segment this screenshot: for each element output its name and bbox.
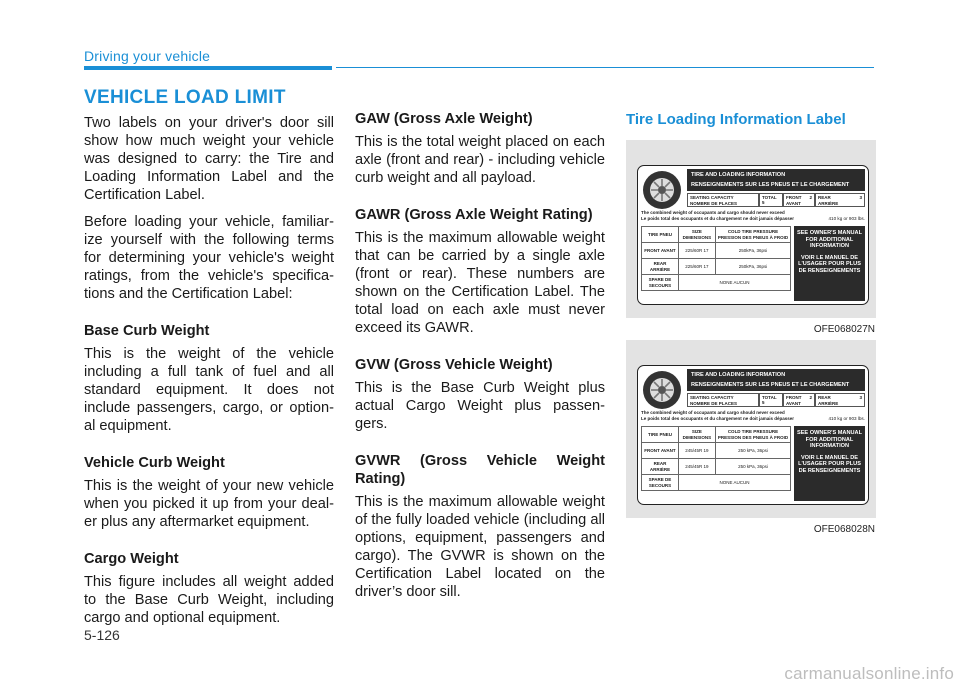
column-middle [355, 110, 605, 610]
page-number: 5-126 [84, 627, 120, 643]
row-size: 225/60R 17 [678, 243, 715, 259]
owners-fr: VOIR LE MANUEL DE L'USAGER POUR PLUS DE RENSEIGNEMENTS [798, 454, 861, 474]
tire-icon [641, 169, 683, 211]
term-body: This figure includes all weight added to the Base Curb Weight, including cargo and optional equipment. [84, 574, 334, 626]
col-tire: TIRE PNEU [642, 427, 679, 443]
row-size: NONE AUCUN [678, 475, 790, 491]
rear-count: 3 [859, 395, 862, 400]
term-body: This is the weight of your new vehicle when you picked it up from your deal-er plus any aftermarket equipment. [84, 478, 334, 530]
table-row [642, 259, 791, 275]
figure-caption: OFE068028N [813, 524, 875, 535]
row-position: FRONT AVANT [642, 243, 679, 259]
term-body: This is the maximum allowable weight that can be carried by a single axle (front or rear). These numbers are shown on the Certification Label. The total load on each axle must never exceed its GAWR. [355, 230, 605, 336]
term-heading: GAWR (Gross Axle Weight Rating) [355, 207, 593, 223]
combined-weight-value: 410 kg or 903 lbs. [828, 216, 865, 221]
seating-front [783, 193, 815, 207]
row-pressure: 250kPa, 36psi [715, 259, 790, 275]
label-header-en: TIRE AND LOADING INFORMATION [691, 372, 786, 378]
front-en: FRONT [786, 195, 802, 200]
combined-en: The combined weight of occupants and cargo should never exceed [641, 210, 785, 215]
seating-total: TOTAL 5 [759, 393, 783, 407]
tire-icon [641, 369, 683, 411]
seating-capacity-row [687, 393, 865, 407]
col-size: SIZE DIMENSIONS [678, 227, 715, 243]
combined-fr: Le poids total des occupants et du chargement ne doit jamais dépasser [641, 216, 795, 221]
owners-en: SEE OWNER'S MANUAL FOR ADDITIONAL INFORMATION [796, 230, 863, 250]
combined-fr: Le poids total des occupants et du chargement ne doit jamais dépasser [641, 416, 795, 421]
table-row [642, 475, 791, 491]
watermark: carmanualsonline.info [784, 664, 954, 683]
tire-label-figure-2 [626, 340, 876, 518]
intro-paragraph: Before loading your vehicle, familiar-ize yourself with the following terms for determining your vehicle's weight ratings, from the vehicle's specifica-tions and the Certification Label: [84, 214, 334, 302]
page-title: VEHICLE LOAD LIMIT [84, 87, 286, 108]
front-fr: AVANT [786, 400, 801, 406]
term-heading: GVWR (Gross Vehicle Weight Rating) [355, 453, 605, 487]
front-en: FRONT [786, 395, 802, 400]
label-header-en: TIRE AND LOADING INFORMATION [691, 172, 786, 178]
front-fr: AVANT [786, 200, 801, 206]
col-tire: TIRE PNEU [642, 227, 679, 243]
row-pressure: 250kPa, 36psi [715, 243, 790, 259]
term-body: This is the weight of the vehicle including a full tank of fuel and all standard equipment. It does not include passengers, cargo, or option-al equipment. [84, 346, 334, 434]
row-size: NONE AUCUN [678, 275, 790, 291]
rear-en: REAR [818, 395, 831, 400]
term-heading: Base Curb Weight [84, 323, 210, 339]
row-position: SPARE DE SECOURS [642, 475, 679, 491]
seating-fr: NOMBRE DE PLACES [690, 200, 738, 206]
row-position: SPARE DE SECOURS [642, 275, 679, 291]
table-row [642, 275, 791, 291]
table-row [642, 443, 791, 459]
term-body: This is the total weight placed on each axle (front and rear) - including vehicle curb weight and all payload. [355, 134, 605, 186]
tire-loading-label [637, 365, 869, 505]
owners-en: SEE OWNER'S MANUAL FOR ADDITIONAL INFORMATION [796, 430, 863, 450]
tire-loading-label [637, 165, 869, 305]
col-pressure: COLD TIRE PRESSURE PRESSION DES PNEUS À FROID [715, 227, 790, 243]
label-header [687, 369, 865, 391]
tire-label-figure-1 [626, 140, 876, 318]
table-header-row [642, 227, 791, 243]
seating-capacity-row [687, 193, 865, 207]
table-header-row [642, 427, 791, 443]
tire-pressure-table [641, 426, 791, 491]
combined-weight-value: 410 kg or 903 lbs. [828, 416, 865, 421]
combined-en: The combined weight of occupants and cargo should never exceed [641, 410, 785, 415]
col-size: SIZE DIMENSIONS [678, 427, 715, 443]
seating-en: SEATING CAPACITY [690, 395, 734, 400]
label-header-fr: RENSEIGNEMENTS SUR LES PNEUS ET LE CHARGEMENT [691, 182, 850, 188]
figure-caption: OFE068027N [813, 324, 875, 335]
row-pressure: 250 kPa, 36psi [715, 459, 790, 475]
owners-fr: VOIR LE MANUEL DE L'USAGER POUR PLUS DE RENSEIGNEMENTS [798, 254, 861, 274]
tire-pressure-table [641, 226, 791, 291]
term-heading: GVW (Gross Vehicle Weight) [355, 357, 553, 373]
front-count: 2 [809, 395, 812, 400]
header-rule-thick [84, 66, 332, 70]
row-position: FRONT AVANT [642, 443, 679, 459]
term-heading: GAW (Gross Axle Weight) [355, 111, 533, 127]
rear-fr: ARRIÈRE [818, 400, 839, 406]
row-position: REAR ARRIÈRE [642, 459, 679, 475]
owners-manual-note [794, 426, 865, 501]
seating-rear [815, 193, 865, 207]
row-size: 245/45R 19 [678, 459, 715, 475]
seating-fr: NOMBRE DE PLACES [690, 400, 738, 406]
section-header: Driving your vehicle [84, 48, 211, 64]
seating-total: TOTAL 5 [759, 193, 783, 207]
term-body: This is the maximum allowable weight of the fully loaded vehicle (including all options, equipment, passengers and cargo). The GVWR is shown on the Certification Label located on the driver’s door sill. [355, 494, 605, 600]
term-heading: Cargo Weight [84, 551, 179, 567]
table-row [642, 243, 791, 259]
table-row [642, 459, 791, 475]
row-pressure: 250 kPa, 36psi [715, 443, 790, 459]
seating-capacity [687, 393, 759, 407]
rear-fr: ARRIÈRE [818, 200, 839, 206]
term-heading: Vehicle Curb Weight [84, 455, 225, 471]
col-pressure: COLD TIRE PRESSURE PRESSION DES PNEUS À FROID [715, 427, 790, 443]
row-position: REAR ARRIÈRE [642, 259, 679, 275]
intro-paragraph: Two labels on your driver's door sill show how much weight your vehicle was designed to carry: the Tire and Loading Information Label and the Certification Label. [84, 115, 334, 203]
rear-en: REAR [818, 195, 831, 200]
header-rule-thin [336, 67, 874, 68]
front-count: 2 [809, 195, 812, 200]
rear-count: 3 [859, 195, 862, 200]
column-left [84, 114, 334, 636]
seating-capacity [687, 193, 759, 207]
row-size: 225/60R 17 [678, 259, 715, 275]
owners-manual-note [794, 226, 865, 301]
term-body: This is the Base Curb Weight plus actual Cargo Weight plus passen-gers. [355, 380, 605, 432]
seating-front [783, 393, 815, 407]
seating-rear [815, 393, 865, 407]
seating-en: SEATING CAPACITY [690, 195, 734, 200]
label-header [687, 169, 865, 191]
tire-label-section-title: Tire Loading Information Label [626, 111, 846, 128]
row-size: 245/45R 19 [678, 443, 715, 459]
label-header-fr: RENSEIGNEMENTS SUR LES PNEUS ET LE CHARGEMENT [691, 382, 850, 388]
